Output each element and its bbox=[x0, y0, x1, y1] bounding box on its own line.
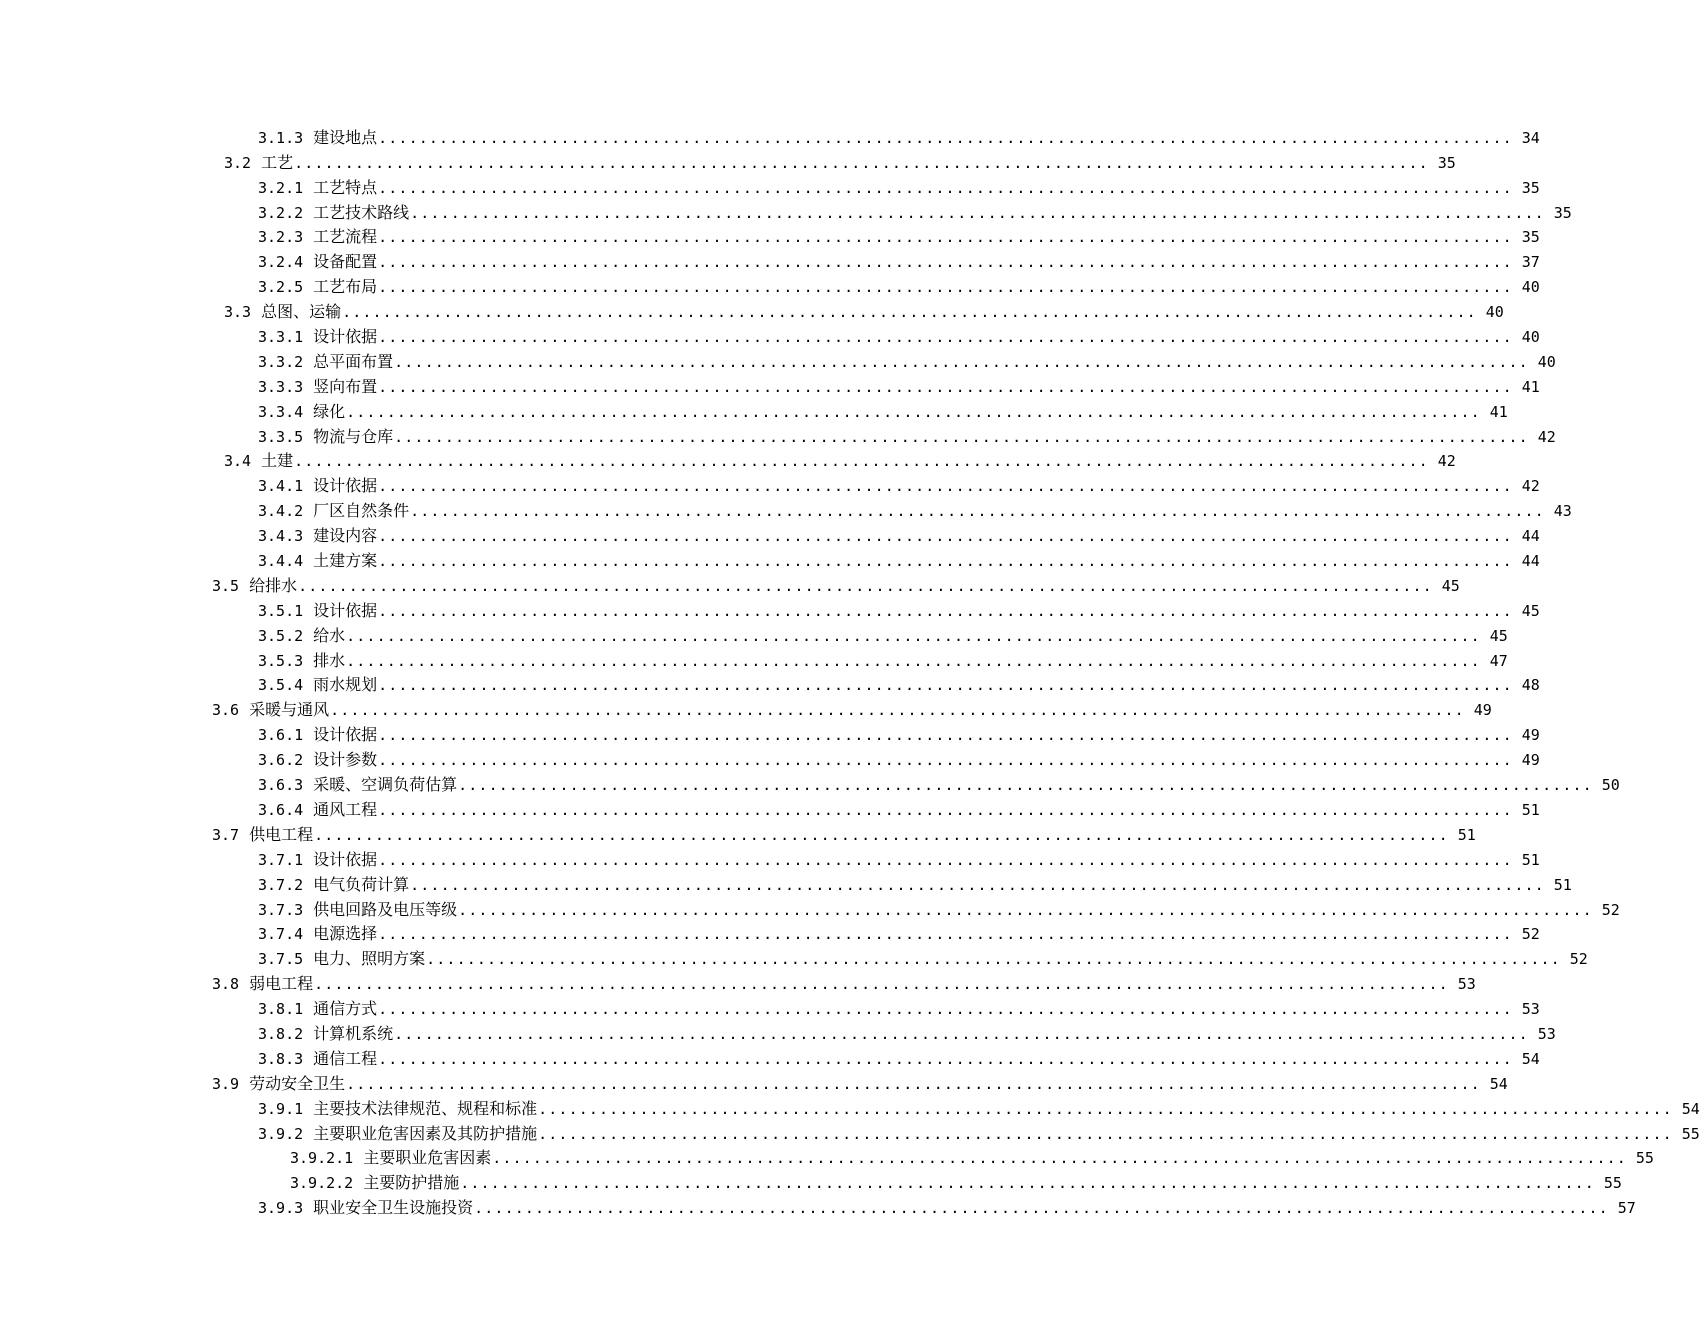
toc-entry-title: 供电工程 bbox=[249, 824, 314, 844]
toc-entry-number: 3.4.3 bbox=[258, 527, 304, 546]
toc-page-number: 40 bbox=[1537, 352, 1556, 371]
toc-dot-leader: ................................................................................................................ bbox=[394, 427, 1529, 446]
toc-entry-number: 3.3.3 bbox=[258, 377, 304, 396]
toc-entry-title: 建设地点 bbox=[313, 127, 378, 147]
toc-dot-leader: ................................................................................................................ bbox=[378, 925, 1513, 944]
toc-page-number: 49 bbox=[1521, 726, 1540, 745]
toc-entry[interactable] bbox=[0, 173, 1540, 198]
toc-entry-number: 3.6 bbox=[212, 701, 240, 720]
toc-entry-number: 3.2.1 bbox=[258, 178, 304, 197]
toc-dot-leader: ................................................................................................................ bbox=[538, 1124, 1673, 1143]
toc-entry-title: 设计依据 bbox=[313, 327, 378, 347]
toc-entry-number: 3.7.2 bbox=[258, 875, 304, 894]
toc-dot-leader: ................................................................................................................ bbox=[410, 203, 1545, 222]
toc-entry-number: 3.9.2.1 bbox=[290, 1149, 354, 1168]
toc-entry[interactable] bbox=[0, 895, 1620, 920]
toc-dot-leader: ................................................................................................................ bbox=[426, 950, 1561, 969]
toc-entry-number: 3.2.2 bbox=[258, 203, 304, 222]
toc-dot-leader: ................................................................................................................ bbox=[314, 825, 1449, 844]
toc-dot-leader: ................................................................................................................ bbox=[492, 1149, 1627, 1168]
toc-dot-leader: ................................................................................................................ bbox=[378, 228, 1513, 247]
toc-entry-number: 3.6.4 bbox=[258, 800, 304, 819]
toc-page-number: 51 bbox=[1521, 850, 1540, 869]
toc-page-number: 47 bbox=[1489, 651, 1508, 670]
toc-page-number: 37 bbox=[1521, 253, 1540, 272]
toc-entry[interactable] bbox=[0, 969, 1476, 994]
toc-dot-leader: ................................................................................................................ bbox=[378, 253, 1513, 272]
toc-entry[interactable] bbox=[0, 447, 1456, 472]
toc-page-number: 34 bbox=[1521, 128, 1540, 147]
toc-page-number: 52 bbox=[1601, 900, 1620, 919]
toc-page-number: 41 bbox=[1489, 402, 1508, 421]
toc-entry-title: 绿化 bbox=[313, 401, 346, 421]
toc-page-number: 45 bbox=[1489, 626, 1508, 645]
toc-page-number: 51 bbox=[1553, 875, 1572, 894]
toc-entry[interactable] bbox=[0, 397, 1508, 422]
toc-entry[interactable] bbox=[0, 720, 1540, 745]
toc-entry[interactable] bbox=[0, 944, 1588, 969]
toc-entry-number: 3.1.3 bbox=[258, 128, 304, 147]
toc-dot-leader: ................................................................................................................ bbox=[346, 651, 1481, 670]
toc-dot-leader: ................................................................................................................ bbox=[458, 776, 1593, 795]
toc-entry[interactable] bbox=[0, 546, 1540, 571]
toc-dot-leader: ................................................................................................................ bbox=[394, 352, 1529, 371]
toc-entry-title: 计算机系统 bbox=[313, 1023, 394, 1043]
toc-entry-number: 3.8.2 bbox=[258, 1024, 304, 1043]
toc-entry[interactable] bbox=[0, 1044, 1540, 1069]
toc-page-number: 48 bbox=[1521, 676, 1540, 695]
toc-entry-title: 主要职业危害因素及其防护措施 bbox=[313, 1123, 538, 1143]
toc-dot-leader: ................................................................................................................ bbox=[538, 1099, 1673, 1118]
toc-entry[interactable] bbox=[0, 571, 1460, 596]
toc-entry[interactable] bbox=[0, 148, 1456, 173]
toc-entry-number: 3.9.3 bbox=[258, 1199, 304, 1218]
toc-page-number: 43 bbox=[1553, 502, 1572, 521]
toc-entry-number: 3.5.4 bbox=[258, 676, 304, 695]
toc-dot-leader: ................................................................................................................ bbox=[378, 1049, 1513, 1068]
toc-entry[interactable] bbox=[0, 347, 1556, 372]
toc-page-number: 42 bbox=[1521, 477, 1540, 496]
toc-dot-leader: ................................................................................................................ bbox=[294, 452, 1429, 471]
toc-page-number: 35 bbox=[1521, 178, 1540, 197]
toc-entry[interactable] bbox=[0, 372, 1540, 397]
toc-page-number: 54 bbox=[1521, 1049, 1540, 1068]
toc-dot-leader: ................................................................................................................ bbox=[346, 626, 1481, 645]
toc-entry-number: 3.7.1 bbox=[258, 850, 304, 869]
toc-page-number: 53 bbox=[1457, 975, 1476, 994]
toc-entry-number: 3.5.2 bbox=[258, 626, 304, 645]
toc-page-number: 54 bbox=[1489, 1074, 1508, 1093]
toc-entry-number: 3.6.2 bbox=[258, 751, 304, 770]
toc-entry-title: 工艺布局 bbox=[313, 277, 378, 297]
toc-page-number: 52 bbox=[1569, 950, 1588, 969]
toc-entry-title: 给排水 bbox=[249, 575, 298, 595]
toc-entry-title: 土建方案 bbox=[313, 551, 378, 571]
toc-dot-leader: ................................................................................................................ bbox=[346, 402, 1481, 421]
toc-entry-title: 主要职业危害因素 bbox=[363, 1148, 492, 1168]
toc-entry-title: 电力、照明方案 bbox=[313, 949, 426, 969]
toc-page-number: 51 bbox=[1457, 825, 1476, 844]
toc-entry-title: 采暖与通风 bbox=[249, 700, 330, 720]
toc-dot-leader: ................................................................................................................ bbox=[474, 1199, 1609, 1218]
toc-entry-number: 3.3.4 bbox=[258, 402, 304, 421]
toc-entry-number: 3.5.3 bbox=[258, 651, 304, 670]
toc-entry[interactable] bbox=[0, 845, 1540, 870]
toc-entry[interactable] bbox=[0, 1094, 1700, 1119]
toc-entry-title: 设计依据 bbox=[313, 476, 378, 496]
toc-entry-title: 竖向布置 bbox=[313, 376, 378, 396]
toc-page-number: 49 bbox=[1521, 751, 1540, 770]
toc-dot-leader: ................................................................................................................ bbox=[410, 875, 1545, 894]
toc-entry-title: 土建 bbox=[261, 451, 294, 471]
toc-entry-title: 弱电工程 bbox=[249, 974, 314, 994]
toc-entry[interactable] bbox=[0, 596, 1540, 621]
toc-entry-title: 总图、运输 bbox=[261, 302, 342, 322]
toc-entry-number: 3.6.3 bbox=[258, 776, 304, 795]
toc-entry[interactable] bbox=[0, 471, 1540, 496]
toc-entry-title: 设备配置 bbox=[313, 252, 378, 272]
toc-entry-number: 3.2.5 bbox=[258, 278, 304, 297]
toc-entry-title: 供电回路及电压等级 bbox=[313, 899, 458, 919]
toc-entry-number: 3.5.1 bbox=[258, 601, 304, 620]
toc-dot-leader: ................................................................................................................ bbox=[394, 1024, 1529, 1043]
toc-entry[interactable] bbox=[0, 297, 1504, 322]
toc-page-number: 54 bbox=[1681, 1099, 1700, 1118]
toc-dot-leader: ................................................................................................................ bbox=[460, 1174, 1595, 1193]
toc-entry-title: 总平面布置 bbox=[313, 351, 394, 371]
toc-dot-leader: ................................................................................................................ bbox=[378, 377, 1513, 396]
toc-dot-leader: ................................................................................................................ bbox=[378, 328, 1513, 347]
toc-entry-number: 3.7 bbox=[212, 825, 240, 844]
toc-entry-number: 3.4.1 bbox=[258, 477, 304, 496]
toc-entry[interactable] bbox=[0, 1119, 1700, 1144]
toc-entry[interactable] bbox=[0, 1019, 1556, 1044]
toc-entry-number: 3.7.4 bbox=[258, 925, 304, 944]
toc-page-number: 40 bbox=[1521, 328, 1540, 347]
toc-entry[interactable] bbox=[0, 646, 1508, 671]
toc-page-number: 52 bbox=[1521, 925, 1540, 944]
toc-page-number: 51 bbox=[1521, 800, 1540, 819]
toc-entry-title: 通信方式 bbox=[313, 999, 378, 1019]
toc-entry-number: 3.9 bbox=[212, 1074, 240, 1093]
toc-entry-title: 采暖、空调负荷估算 bbox=[313, 775, 458, 795]
toc-entry[interactable] bbox=[0, 671, 1540, 696]
toc-dot-leader: ................................................................................................................ bbox=[298, 576, 1433, 595]
toc-page-number: 55 bbox=[1681, 1124, 1700, 1143]
toc-page-number: 45 bbox=[1441, 576, 1460, 595]
toc-entry-title: 电气负荷计算 bbox=[313, 874, 410, 894]
toc-entry[interactable] bbox=[0, 1193, 1636, 1218]
toc-page-number: 42 bbox=[1437, 452, 1456, 471]
toc-entry[interactable] bbox=[0, 247, 1540, 272]
toc-dot-leader: ................................................................................................................ bbox=[378, 527, 1513, 546]
toc-entry[interactable] bbox=[0, 795, 1540, 820]
toc-entry-title: 通风工程 bbox=[313, 799, 378, 819]
toc-page-number: 40 bbox=[1521, 278, 1540, 297]
toc-entry-title: 电源选择 bbox=[313, 924, 378, 944]
toc-entry-number: 3.3.1 bbox=[258, 328, 304, 347]
toc-entry-number: 3.4 bbox=[224, 452, 252, 471]
toc-page-number: 35 bbox=[1553, 203, 1572, 222]
toc-entry[interactable] bbox=[0, 272, 1540, 297]
toc-entry-title: 物流与仓库 bbox=[313, 426, 394, 446]
toc-entry-title: 建设内容 bbox=[313, 526, 378, 546]
toc-entry-number: 3.8.1 bbox=[258, 1000, 304, 1019]
toc-page-number: 55 bbox=[1603, 1174, 1622, 1193]
toc-entry[interactable] bbox=[0, 870, 1572, 895]
toc-page-number: 53 bbox=[1537, 1024, 1556, 1043]
toc-page-number: 41 bbox=[1521, 377, 1540, 396]
toc-page-number: 44 bbox=[1521, 527, 1540, 546]
toc-dot-leader: ................................................................................................................ bbox=[378, 1000, 1513, 1019]
toc-entry[interactable] bbox=[0, 745, 1540, 770]
toc-entry[interactable] bbox=[0, 920, 1540, 945]
toc-page-number: 49 bbox=[1473, 701, 1492, 720]
toc-entry-title: 排水 bbox=[313, 650, 346, 670]
toc-dot-leader: ................................................................................................................ bbox=[378, 850, 1513, 869]
toc-entry-number: 3.7.3 bbox=[258, 900, 304, 919]
toc-entry-title: 劳动安全卫生 bbox=[249, 1073, 346, 1093]
toc-entry[interactable] bbox=[0, 496, 1572, 521]
toc-dot-leader: ................................................................................................................ bbox=[378, 601, 1513, 620]
toc-dot-leader: ................................................................................................................ bbox=[458, 900, 1593, 919]
toc-dot-leader: ................................................................................................................ bbox=[378, 676, 1513, 695]
toc-entry-title: 设计依据 bbox=[313, 725, 378, 745]
toc-entry[interactable] bbox=[0, 994, 1540, 1019]
toc-entry[interactable] bbox=[0, 695, 1492, 720]
toc-entry[interactable] bbox=[0, 123, 1540, 148]
toc-entry[interactable] bbox=[0, 820, 1476, 845]
toc-entry-number: 3.9.2.2 bbox=[290, 1174, 354, 1193]
toc-dot-leader: ................................................................................................................ bbox=[378, 178, 1513, 197]
toc-entry-number: 3.3.5 bbox=[258, 427, 304, 446]
toc-page-number: 35 bbox=[1437, 153, 1456, 172]
toc-dot-leader: ................................................................................................................ bbox=[378, 726, 1513, 745]
toc-entry-title: 设计依据 bbox=[313, 600, 378, 620]
toc-entry-title: 通信工程 bbox=[313, 1048, 378, 1068]
toc-entry-number: 3.2.4 bbox=[258, 253, 304, 272]
toc-entry-title: 主要技术法律规范、规程和标准 bbox=[313, 1098, 538, 1118]
toc-entry[interactable] bbox=[0, 521, 1540, 546]
toc-entry-number: 3.7.5 bbox=[258, 950, 304, 969]
toc-entry-number: 3.8.3 bbox=[258, 1049, 304, 1068]
toc-entry-title: 工艺技术路线 bbox=[313, 202, 410, 222]
toc-page-number: 45 bbox=[1521, 601, 1540, 620]
toc-entry-title: 雨水规划 bbox=[313, 675, 378, 695]
toc-dot-leader: ................................................................................................................ bbox=[378, 128, 1513, 147]
toc-entry-number: 3.8 bbox=[212, 975, 240, 994]
toc-entry[interactable] bbox=[0, 770, 1620, 795]
toc-dot-leader: ................................................................................................................ bbox=[330, 701, 1465, 720]
toc-entry-title: 主要防护措施 bbox=[363, 1173, 460, 1193]
toc-entry-number: 3.5 bbox=[212, 576, 240, 595]
toc-entry-number: 3.6.1 bbox=[258, 726, 304, 745]
table-of-contents bbox=[0, 123, 1700, 1218]
toc-entry-title: 工艺特点 bbox=[313, 177, 378, 197]
toc-entry-number: 3.9.1 bbox=[258, 1099, 304, 1118]
toc-entry-title: 给水 bbox=[313, 625, 346, 645]
toc-dot-leader: ................................................................................................................ bbox=[378, 477, 1513, 496]
toc-dot-leader: ................................................................................................................ bbox=[410, 502, 1545, 521]
toc-entry-number: 3.2 bbox=[224, 153, 252, 172]
toc-page-number: 53 bbox=[1521, 1000, 1540, 1019]
toc-entry-title: 厂区自然条件 bbox=[313, 501, 410, 521]
toc-dot-leader: ................................................................................................................ bbox=[378, 751, 1513, 770]
toc-dot-leader: ................................................................................................................ bbox=[378, 800, 1513, 819]
toc-entry-title: 工艺 bbox=[261, 152, 294, 172]
toc-entry[interactable] bbox=[0, 322, 1540, 347]
toc-entry[interactable] bbox=[0, 1144, 1654, 1169]
toc-entry[interactable] bbox=[0, 422, 1556, 447]
toc-entry-number: 3.4.4 bbox=[258, 552, 304, 571]
toc-entry-number: 3.9.2 bbox=[258, 1124, 304, 1143]
toc-entry[interactable] bbox=[0, 223, 1540, 248]
toc-dot-leader: ................................................................................................................ bbox=[378, 552, 1513, 571]
toc-entry-title: 设计依据 bbox=[313, 849, 378, 869]
toc-page-number: 40 bbox=[1485, 303, 1504, 322]
toc-dot-leader: ................................................................................................................ bbox=[342, 303, 1477, 322]
toc-entry[interactable] bbox=[0, 1168, 1622, 1193]
toc-page-number: 44 bbox=[1521, 552, 1540, 571]
toc-entry-number: 3.2.3 bbox=[258, 228, 304, 247]
toc-entry[interactable] bbox=[0, 621, 1508, 646]
toc-page-number: 42 bbox=[1537, 427, 1556, 446]
toc-page-number: 35 bbox=[1521, 228, 1540, 247]
toc-dot-leader: ................................................................................................................ bbox=[294, 153, 1429, 172]
toc-entry-title: 职业安全卫生设施投资 bbox=[313, 1198, 474, 1218]
toc-dot-leader: ................................................................................................................ bbox=[346, 1074, 1481, 1093]
toc-entry-title: 工艺流程 bbox=[313, 227, 378, 247]
toc-entry[interactable] bbox=[0, 1069, 1508, 1094]
toc-page-number: 55 bbox=[1635, 1149, 1654, 1168]
toc-dot-leader: ................................................................................................................ bbox=[378, 278, 1513, 297]
toc-entry[interactable] bbox=[0, 198, 1572, 223]
toc-entry-number: 3.4.2 bbox=[258, 502, 304, 521]
toc-entry-number: 3.3.2 bbox=[258, 352, 304, 371]
toc-dot-leader: ................................................................................................................ bbox=[314, 975, 1449, 994]
toc-page-number: 57 bbox=[1617, 1199, 1636, 1218]
toc-page-number: 50 bbox=[1601, 776, 1620, 795]
toc-entry-number: 3.3 bbox=[224, 303, 252, 322]
toc-entry-title: 设计参数 bbox=[313, 750, 378, 770]
